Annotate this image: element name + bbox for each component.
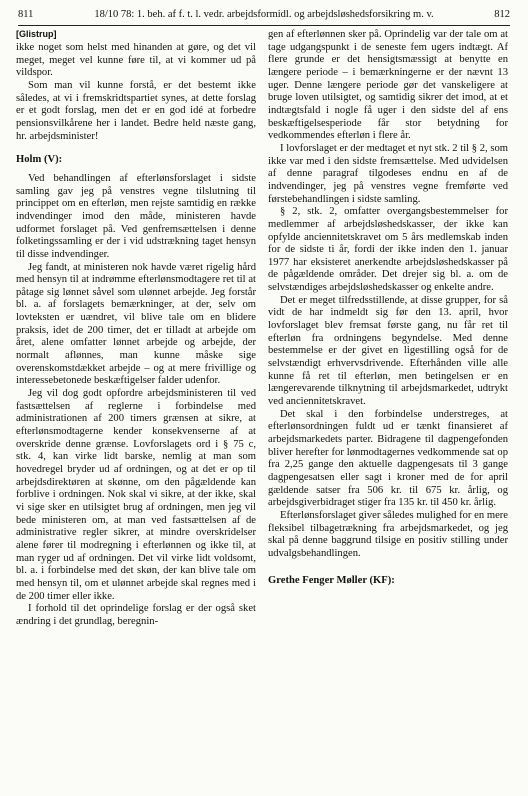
paragraph: Det er meget tilfredsstillende, at disse grupper, for så vidt de har indmeldt sig før den 13. april, hvor lovforslaget blev fremsat første gang, nu får ret til efterløn fra ordningens begyndelse. Med denne bestemmelse er der givet en ligestilling også for de selvstændigt erhvervsdrivende. Efterhånden ville alle kunne få ret til efterløn, men betingelsen er en længerevarende tilknytning til arbejdsmarkedet, udtrykt ved anciennitetskravet.	[268, 294, 508, 408]
paragraph: Som man vil kunne forstå, er det bestemt ikke således, at vi i fremskridtspartiet synes, at dette forslag er et godt forslag, men det er en god idé at forbedre pensionsvilkårene her i landet. Bedre held næste gang, hr. arbejdsminister!	[16, 79, 256, 142]
paragraph: I lovforslaget er der medtaget et nyt stk. 2 til § 2, som ikke var med i den sidste fremsættelse. Med udvidelsen af denne paragraf tilgodeses endnu en af de indvendinger, jeg på venstres vegne fremførte ved førstebehandlingen i sidste samling.	[268, 142, 508, 205]
paragraph: Ved behandlingen af efterlønsforslaget i sidste samling gav jeg på venstres vegne tilslutning til princippet om en efterløn, men rejste samtidig en række indvendinger imod den måde, ministeren havde udformet forslaget på. Ved genfremsættelsen i denne folketingssamling er der i vid udstrækning taget hensyn til disse indvendinger.	[16, 172, 256, 260]
page-number-right: 812	[494, 9, 510, 20]
paragraph: Jeg vil dog godt opfordre arbejdsministeren til ved fastsættelsen af reglerne i forbindelse med administrationen af 200 timers grænsen at sikre, at efterlønsmodtagerne kender konsekvenserne af at overskride denne grænse. Lovforslagets ord i § 75 c, stk. 4, kan virke lidt barske, nemlig at man som hovedregel bryder ud af ordningen, og at det er op til arbejdsdirektøren at skønne, om den pågældende kan forblive i ordningen. Nok skal vi sikre, at der ikke, skal vi sige sker en utilsigtet brug af ordningen, men jeg vil bede ministeren om, at man ved fastsættelsen af de administrative regler sikrer, at mindre overskridelser alene fører til modregning i efterlønnen og ikke til, at man ryger ud af ordningen. Det vil virke lidt voldsomt, bl. a. i forbindelse med det skøn, der kan blive tale om med hensyn til, om et ulønnet arbejde skal regnes med i de 200 timer eller ikke.	[16, 388, 256, 602]
paragraph: ikke noget som helst med hinanden at gøre, og det vil meget, meget vel kunne føre til, at vi kommer ud på vildspor.	[16, 42, 256, 79]
page-header	[18, 6, 510, 24]
paragraph: § 2, stk. 2, omfatter overgangsbestemmelser for medlemmer af arbejdsløshedskasser, der ikke kan opfylde anciennitetskravet om 5 års medlemskab inden for de sidste ti år, fordi der ikke inden den 1. januar 1977 har eksisteret anerkendte arbejdsløshedskasser på de pågældende områder. Det drejer sig bl. a. om de selvstændiges arbejdsløshedskasser og enkelte andre.	[268, 206, 508, 294]
paragraph: gen af efterlønnen sker på. Oprindelig var der tale om at tage udgangspunkt i de seneste fem ugers indtægt. Af flere grunde er det hensigtsmæssigt at benytte en længere periode – i bemærkningerne er der nævnt 13 uger. Denne længere periode gør det vanskeligere at bruge loven utilsigtet, og samtidig sikrer det imod, at et indtægtsfald i nogle få uger i den sidste del af ens beskæftigelsesperiode får stor betydning for vedkommendes efterløn i flere år.	[268, 29, 508, 142]
left-column	[16, 42, 256, 629]
speaker-heading: Holm (V):	[16, 154, 63, 166]
right-column	[268, 29, 508, 587]
paragraph: Jeg fandt, at ministeren nok havde været rigelig hård med hensyn til at indrømme efterlønsmodtagere ret til at påtage sig lønnet såvel som ulønnet arbejde. Jeg forstår bl. a. af forslagets bemærkninger, at der, selv om lovteksten er uændret, vil blive tale om en blidere praksis, idet de 200 timer, det er tilladt at arbejde om året, alene omfatter lønnet arbejde og arbejde, der normalt aflønnes, man kunne måske sige overenskomstdækket arbejde – og at mere frivillige og interessebetonede beskæftigelser falder udenfor.	[16, 261, 256, 387]
running-title: 18/10 78: 1. beh. af f. t. l. vedr. arbejdsformidl. og arbejdsløshedsforsikring m. v.	[94, 9, 434, 20]
header-rule	[18, 25, 510, 26]
paragraph: I forhold til det oprindelige forslag er der også sket ændring i det grundlag, beregnin-	[16, 603, 256, 627]
paragraph: Det skal i den forbindelse understreges, at efterlønsordningen fuldt ud er tænkt finansieret af arbejdsmarkedets parter. Bidragene til dagpengefonden bliver herefter for lønmodtagernes vedkommende sat op fra 2,25 gange den aktuelle dagpengesats til 3 gange dagpengesatsen eller sagt i kroner med de for april gældende satser fra 506 kr. til 675 kr. årlig, og arbejdsgiverbidraget stiger fra 135 kr. til 450 kr. årlig.	[268, 408, 508, 509]
paragraph: Efterlønsforslaget giver således mulighed for en mere fleksibel tilbagetrækning fra arbejdsmarkedet, og jeg skal på denne baggrund tilsige en positiv stilling under udvalgsbehandlingen.	[268, 509, 508, 559]
speaker-heading: Grethe Fenger Møller (KF):	[268, 574, 395, 586]
speaker-tag: [Glistrup]	[16, 29, 57, 39]
page-number-left: 811	[18, 9, 34, 20]
